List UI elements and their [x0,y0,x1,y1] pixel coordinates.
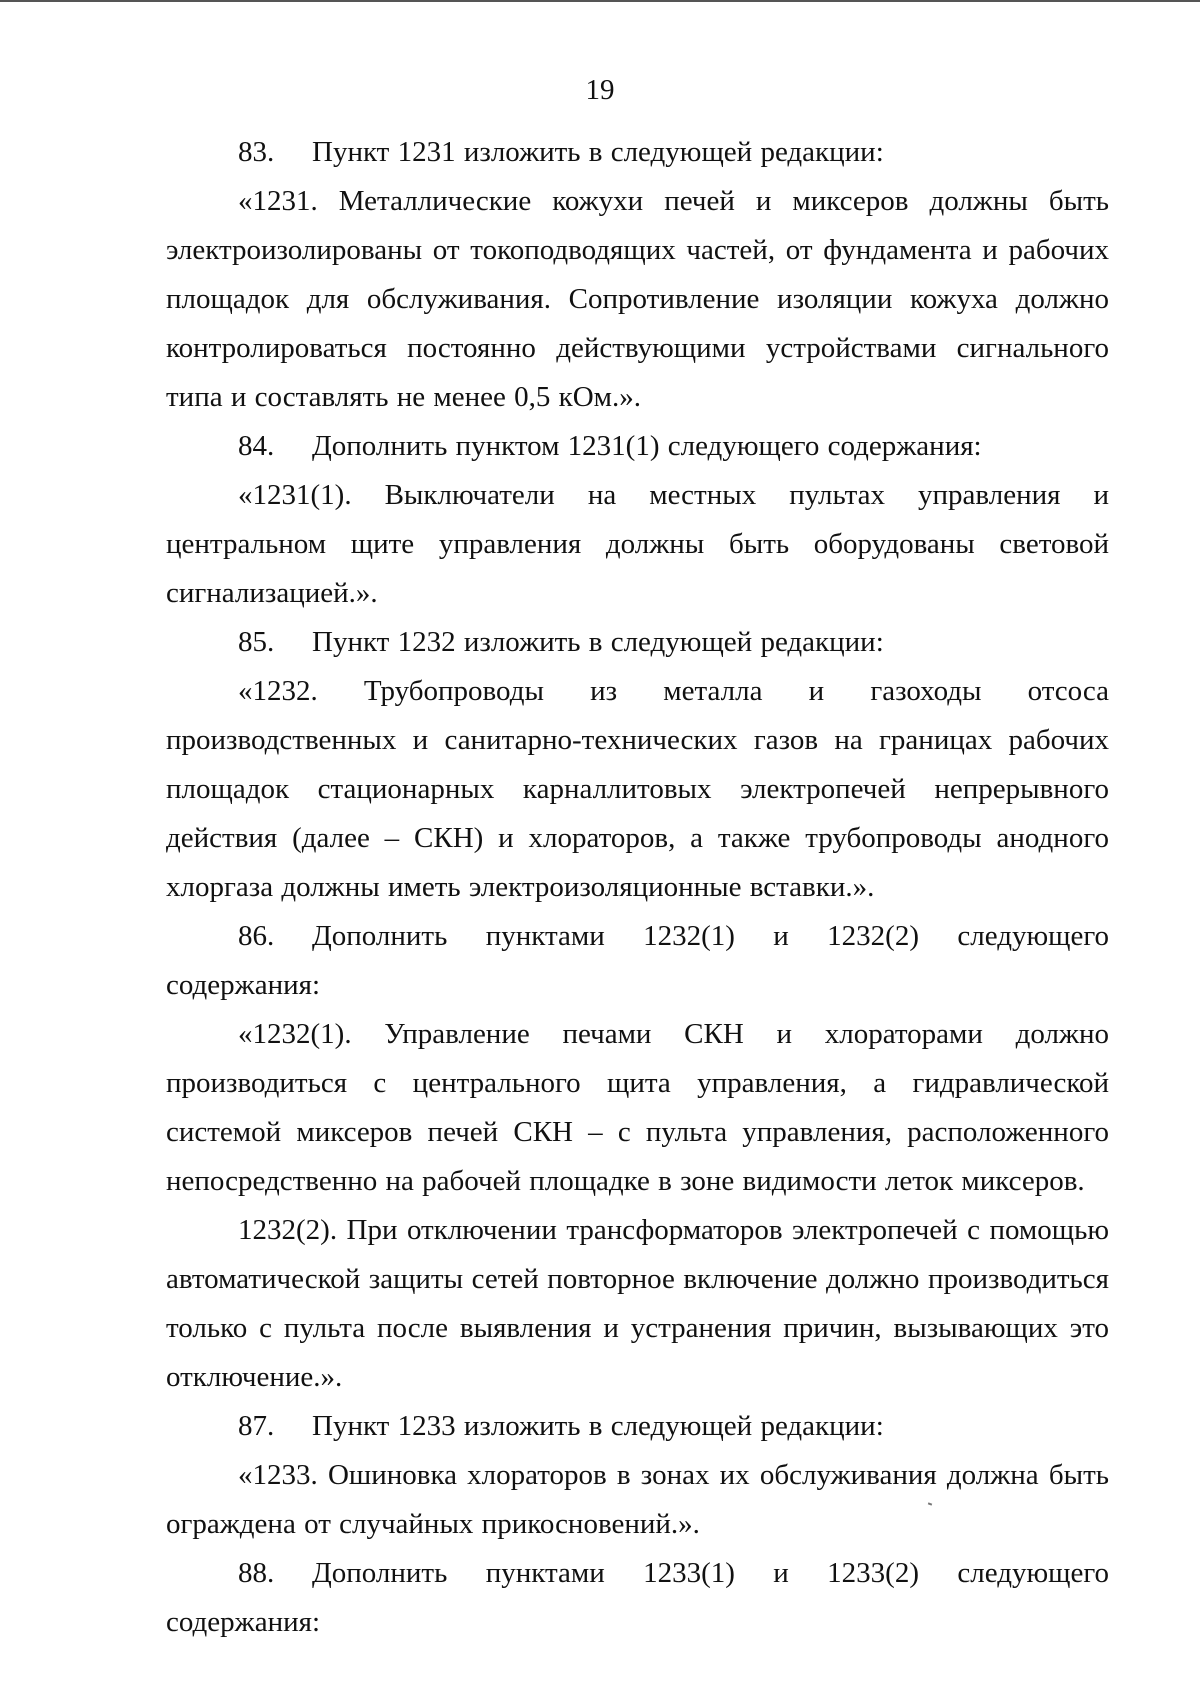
paragraph-item-83 [166,128,1109,177]
paragraph-item-88 [166,1549,1109,1647]
paragraph-text: «1232(1). Управление печами СКН и хлораторами должно производиться с центрального щита управления, а гидравлической системой миксеров печей СКН – с пульта управления, расположенного непосредственно на рабочей площадке в зоне видимости леток миксеров. [166,1018,1109,1197]
item-number: 86. [238,920,275,952]
paragraph-quote-1233 [166,1451,1109,1549]
paragraph-text: «1231(1). Выключатели на местных пультах управления и центральном щите управления должны быть оборудованы световой сигнализацией.». [166,479,1109,609]
paragraph-quote-1232 [166,667,1109,912]
paragraph-text: «1231. Металлические кожухи печей и миксеров должны быть электроизолированы от токоподводящих частей, от фундамента и рабочих площадок для обслуживания. Сопротивление изоляции кожуха должно контролироваться постоянно действующими устройствами сигнального типа и составлять не менее 0,5 кОм.». [166,185,1109,413]
paragraph-quote-1232-2 [166,1206,1109,1402]
paragraph-item-84 [166,422,1109,471]
paragraph-text: Пункт 1233 изложить в следующей редакции: [312,1410,884,1442]
paragraph-text: Дополнить пунктом 1231(1) следующего содержания: [312,430,982,462]
item-number: 83. [238,136,275,168]
item-number: 85. [238,626,275,658]
paragraph-quote-1231 [166,177,1109,422]
paragraph-text: 1232(2). При отключении трансформаторов электропечей с помощью автоматической защиты сетей повторное включение должно производиться только с пульта после выявления и устранения причин, вызывающих это отключение.». [166,1214,1109,1393]
paragraph-item-85 [166,618,1109,667]
paragraph-item-86 [166,912,1109,1010]
paragraph-quote-1232-1 [166,1010,1109,1206]
item-number: 87. [238,1410,275,1442]
paragraph-item-87 [166,1402,1109,1451]
paragraph-text: «1232. Трубопроводы из металла и газоходы отсоса производственных и санитарно-технических газов на границах рабочих площадок стационарных карналлитовых электропечей непрерывного действия (далее – СКН) и хлораторов, а также трубопроводы анодного хлоргаза должны иметь электроизоляционные вставки.». [166,675,1109,903]
item-number: 88. [238,1557,275,1589]
page-number: 19 [585,74,615,106]
item-number: 84. [238,430,275,462]
top-border-line [0,0,1200,2]
paragraph-text: Дополнить пунктами 1232(1) и 1232(2) следующего содержания: [166,920,1109,1001]
paragraph-quote-1231-1 [166,471,1109,618]
paragraph-text: Пункт 1231 изложить в следующей редакции: [312,136,884,168]
paragraph-text: «1233. Ошиновка хлораторов в зонах их обслуживания должна быть ограждена от случайных прикосновений.». [166,1459,1109,1540]
paragraph-text: Пункт 1232 изложить в следующей редакции: [312,626,884,658]
document-body [166,128,1109,1647]
paragraph-text: Дополнить пунктами 1233(1) и 1233(2) следующего содержания: [166,1557,1109,1638]
